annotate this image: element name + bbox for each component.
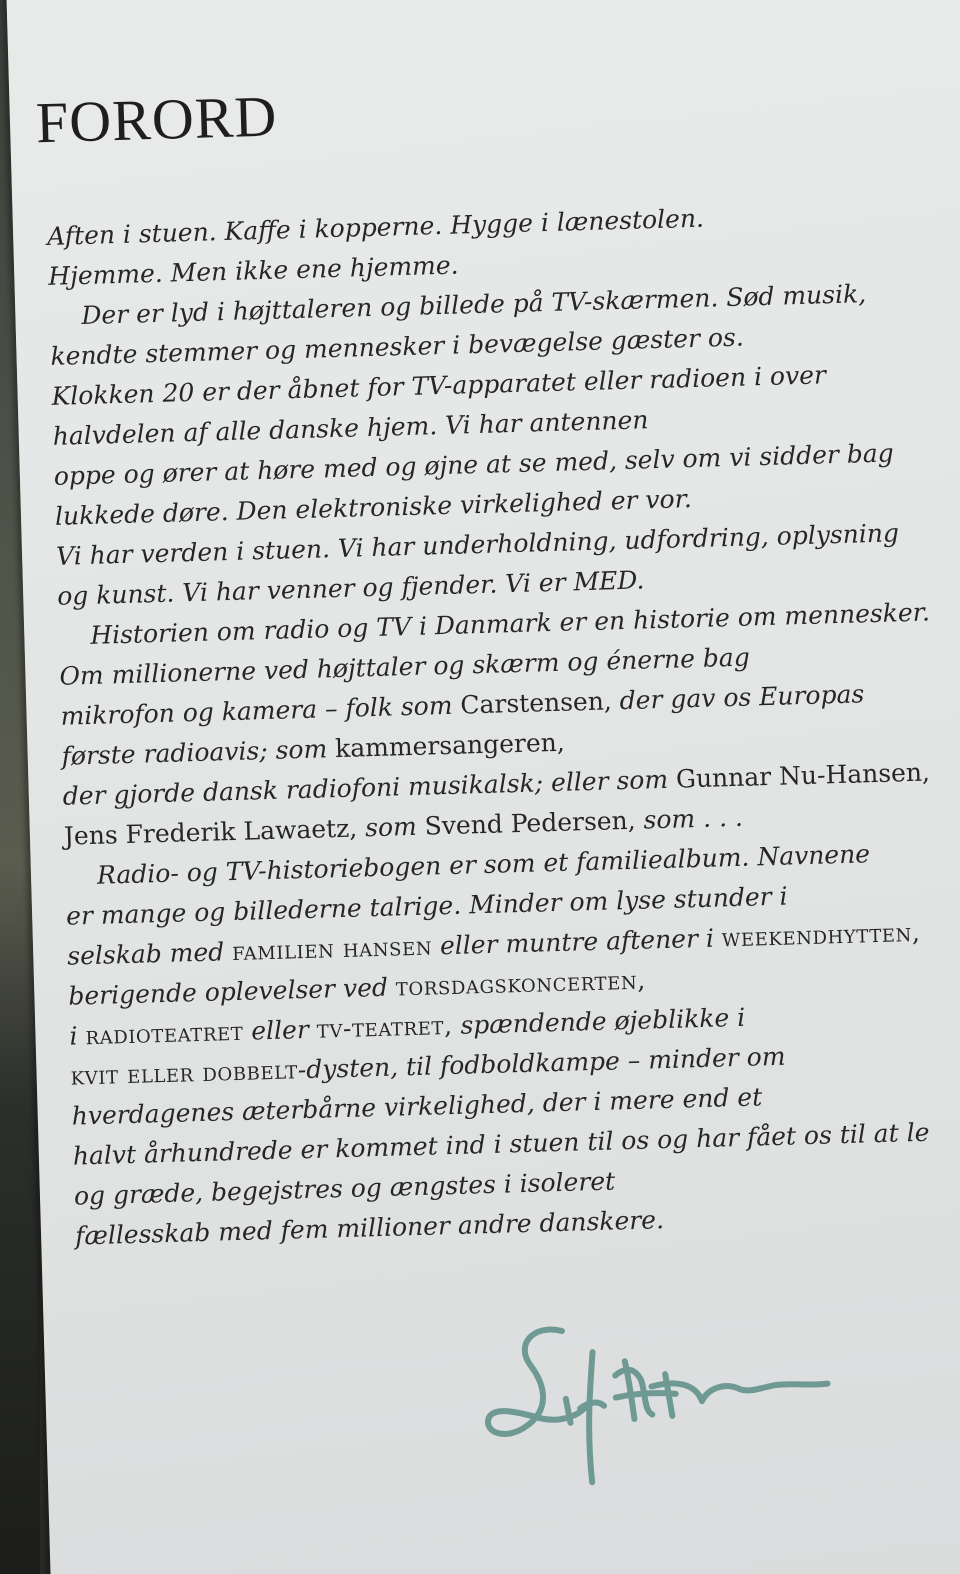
text-run: selskab med [66, 937, 233, 971]
person-name: Svend Pedersen, [424, 805, 637, 841]
text-line: Aften i stuen. Kaffe i kopperne. Hygge i lænestolen. [46, 203, 705, 251]
handwritten-signature [473, 1305, 848, 1495]
text-line: Historien om radio og TV i Danmark er en historie om mennesker. [89, 597, 931, 650]
person-name: Jens Frederik Lawaetz, [63, 813, 358, 851]
person-name: Gunnar Nu-Hansen, [675, 757, 931, 794]
text-line: Hjemme. Men ikke ene hjemme. [47, 250, 459, 291]
text-line: oppe og ører at høre med og øjne at se med, selv om vi sidder bag [53, 438, 895, 491]
text-line: Radio- og TV-historiebogen er som et familiealbum. Navnene [96, 839, 871, 890]
person-name: Carstensen, [459, 686, 613, 720]
text-line: Om millionerne ved højttaler og skærm og énerne bag [59, 642, 751, 691]
text-line: kendte stemmer og mennesker i bevægelse gæster os. [50, 322, 745, 371]
text-line: Vi har verden i stuen. Vi har underholdning, udfordring, oplysning [55, 518, 900, 571]
text-line: er mange og billederne talrige. Minder om lyse stunder i [65, 881, 788, 931]
text-line: halvdelen af alle danske hjem. Vi har antennen [52, 405, 649, 451]
text-line: hverdagenes æterbårne virkelighed, der i mere end et [71, 1082, 763, 1131]
text-line: halvt århundrede er kommet ind i stuen til os og har fået os til at le [72, 1117, 930, 1171]
program-name: tv-teatret, [316, 1010, 453, 1044]
text-run: mikrofon og kamera – folk som [60, 690, 461, 731]
text-run: eller muntre aftener i [431, 923, 723, 961]
text-run: spændende øjeblikke i [452, 1002, 746, 1040]
text-run: første radioavis; som [61, 734, 336, 771]
text-run: der gjorde dansk radiofoni musikalsk; eller som [62, 764, 677, 811]
text-line: og kunst. Vi har venner og fjender. Vi er MED. [56, 565, 645, 611]
program-name: radioteatret [85, 1016, 244, 1051]
program-name: weekendhytten, [721, 917, 921, 953]
text-run: -dysten, til fodboldkampe – minder om [297, 1041, 786, 1085]
text-run: i [69, 1021, 86, 1051]
text-run: som . . . [635, 802, 744, 835]
program-name: familien hansen [231, 931, 433, 967]
page-title: FORORD [35, 83, 279, 156]
program-name: kvit eller dobbelt [70, 1055, 299, 1091]
text-line: fællesskab med fem millioner andre danskere. [74, 1205, 665, 1251]
text-line: Der er lyd i højttaleren og billede på TV-skærmen. Sød musik, [80, 279, 867, 331]
text-run: berigende oplevelser ved [67, 972, 397, 1011]
text-line: lukkede døre. Den elektroniske virkelighed er vor. [54, 484, 693, 531]
text-run: som [356, 811, 426, 843]
book-page [6, 0, 960, 1574]
program-name: torsdagskoncerten, [395, 965, 647, 1002]
text-run: der gav os Europas [611, 679, 865, 716]
text-run: eller [242, 1014, 318, 1046]
foreword-text [47, 192, 960, 1257]
text-line: Klokken 20 er der åbnet for TV-apparatet eller radioen i over [51, 360, 827, 411]
text-line: og græde, begejstres og ængstes i isoleret [73, 1166, 616, 1211]
person-name: kammersangeren, [334, 727, 566, 764]
